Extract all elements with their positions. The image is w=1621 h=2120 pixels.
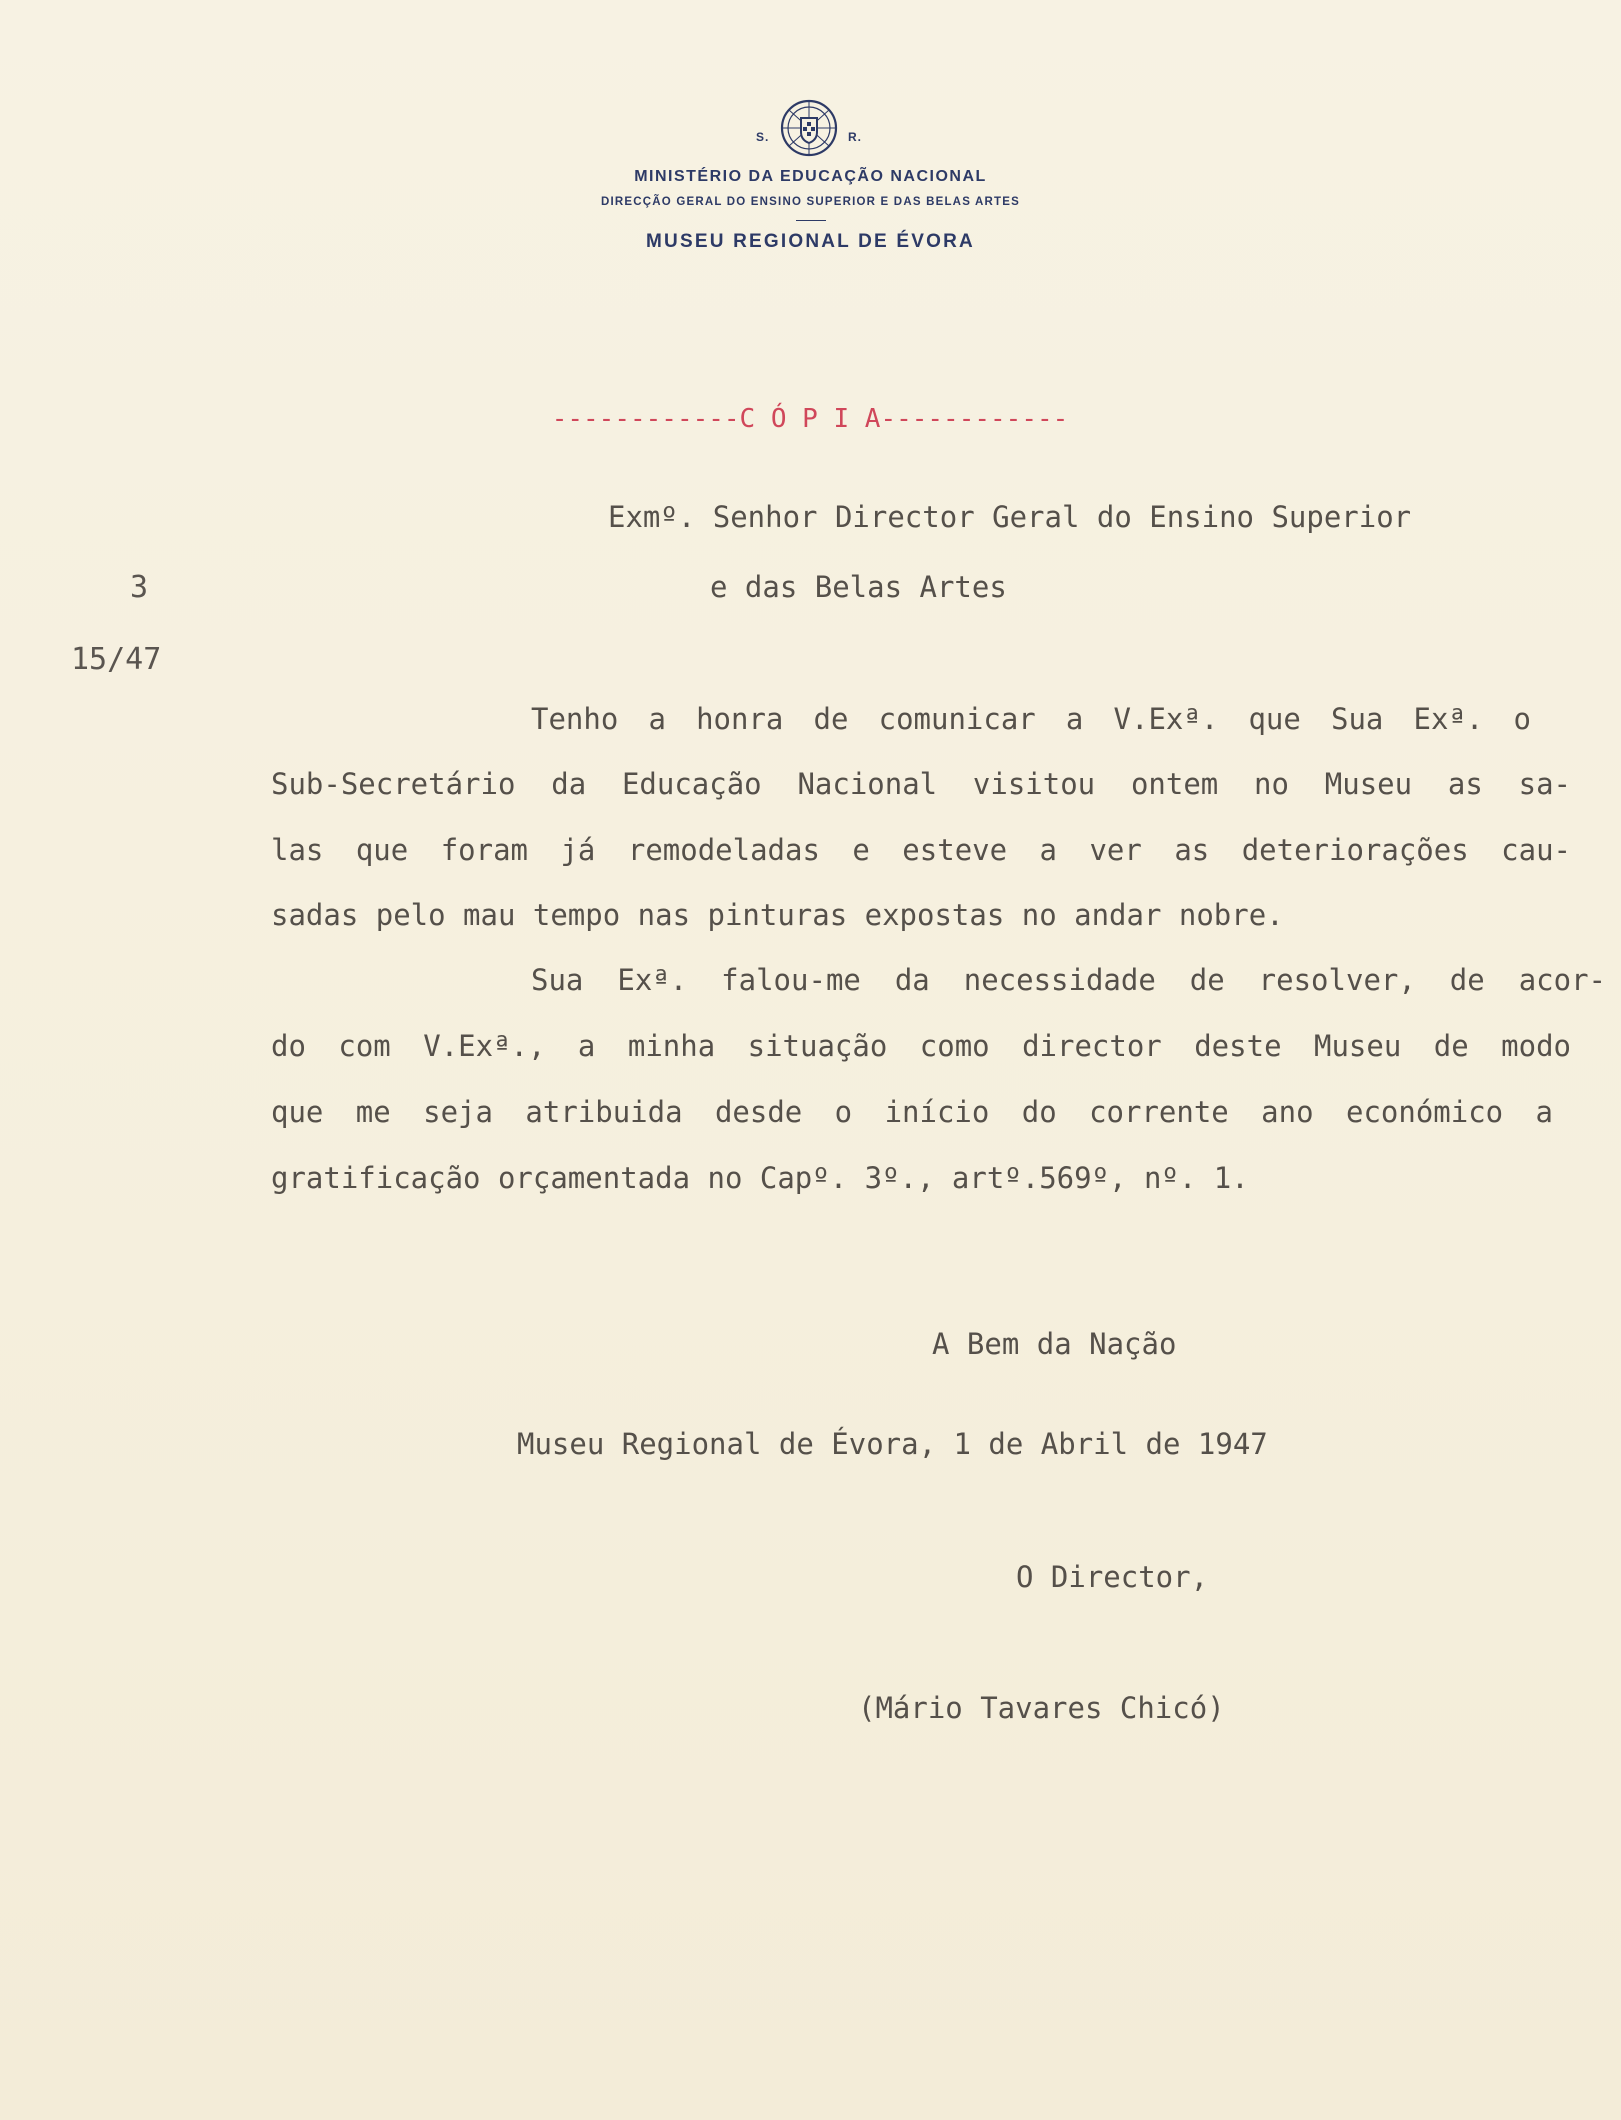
seal-letter-r: R. <box>848 130 862 144</box>
address-line-1: Exmº. Senhor Director Geral do Ensino Superior <box>608 500 1412 534</box>
coat-of-arms-seal-icon <box>779 98 839 158</box>
body-line: que me seja atribuida desde o início do corrente ano económico a <box>271 1095 1553 1129</box>
body-line: Sua Exª. falou-me da necessidade de resolver, de acor- <box>531 963 1606 997</box>
seal-letter-s: S. <box>756 130 770 144</box>
body-line: las que foram já remodeladas e esteve a ver as deteriorações cau- <box>271 833 1571 867</box>
body-line: Tenho a honra de comunicar a V.Exª. que Sua Exª. o <box>531 702 1531 736</box>
salutation: A Bem da Nação <box>932 1327 1177 1361</box>
seal-row <box>0 96 1621 160</box>
body-line: sadas pelo mau tempo nas pinturas expostas no andar nobre. <box>271 898 1284 932</box>
copy-heading: ------------C Ó P I A------------ <box>551 404 1069 434</box>
signatory-title: O Director, <box>1016 1560 1209 1594</box>
body-line: do com V.Exª., a minha situação como director deste Museu de modo <box>271 1029 1571 1063</box>
museum-name: MUSEU REGIONAL DE ÉVORA <box>646 231 975 252</box>
place-and-date: Museu Regional de Évora, 1 de Abril de 1947 <box>517 1427 1268 1461</box>
body-line: Sub-Secretário da Educação Nacional visitou ontem no Museu as sa- <box>271 767 1571 801</box>
address-line-2: e das Belas Artes <box>710 570 1007 604</box>
directorate-name: DIRECÇÃO GERAL DO ENSINO SUPERIOR E DAS BELAS ARTES <box>600 196 1021 208</box>
body-line: gratificação orçamentada no Capº. 3º., artº.569º, nº. 1. <box>271 1161 1249 1195</box>
margin-reference: 15/47 <box>71 642 162 677</box>
margin-number: 3 <box>130 570 149 605</box>
ministry-name: MINISTÉRIO DA EDUCAÇÃO NACIONAL <box>634 168 987 185</box>
letterhead-divider <box>796 220 826 221</box>
signatory-name: (Mário Tavares Chicó) <box>858 1691 1225 1725</box>
letterhead <box>0 96 1621 253</box>
